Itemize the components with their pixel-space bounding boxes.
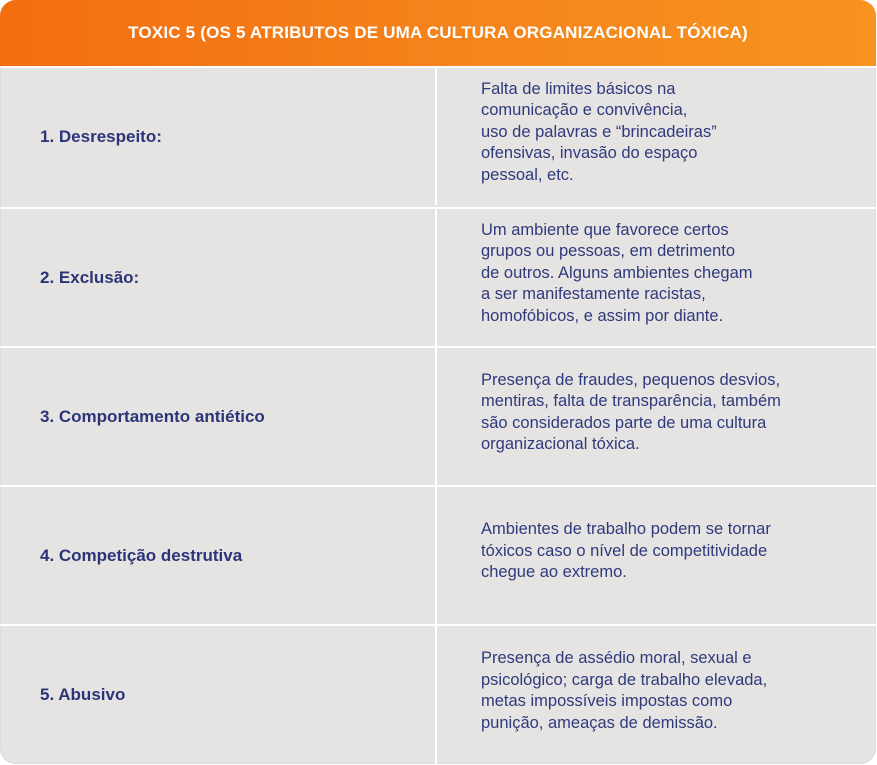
attribute-description-cell — [437, 626, 876, 764]
attribute-name-cell — [0, 626, 437, 764]
table-header — [0, 0, 876, 68]
attribute-name-cell — [0, 68, 437, 205]
table-row — [0, 348, 876, 485]
attribute-description: Presença de assédio moral, sexual e psicológico; carga de trabalho elevada, metas impossíveis impostas como punição, ameaças de demissão. — [481, 649, 768, 732]
attribute-name: 3. Comportamento antiético — [40, 406, 265, 426]
attribute-description-cell — [437, 68, 876, 205]
attribute-description: Presença de fraudes, pequenos desvios, mentiras, falta de transparência, também são considerados parte de uma cultura organizacional tóxica. — [481, 370, 781, 453]
attribute-name-cell — [0, 487, 437, 624]
attribute-description: Um ambiente que favorece certos grupos ou pessoas, em detrimento de outros. Alguns ambientes chegam a ser manifestamente racistas, homofóbicos, e assim por diante. — [481, 220, 753, 325]
table-title: TOXIC 5 (OS 5 ATRIBUTOS DE UMA CULTURA ORGANIZACIONAL TÓXICA) — [128, 23, 748, 42]
attribute-description-cell — [437, 209, 876, 346]
table-row — [0, 487, 876, 624]
attribute-description: Falta de limites básicos na comunicação e convivência, uso de palavras e “brincadeiras” ofensivas, invasão do espaço pessoal, etc. — [481, 79, 717, 184]
table-row — [0, 209, 876, 346]
attribute-description-cell — [437, 348, 876, 485]
attribute-name: 2. Exclusão: — [40, 267, 140, 287]
attribute-name: 1. Desrespeito: — [40, 126, 162, 146]
attribute-name: 5. Abusivo — [40, 685, 126, 704]
attribute-name: 4. Competição destrutiva — [40, 545, 243, 565]
attribute-description-cell — [437, 487, 876, 624]
table-row — [0, 68, 876, 205]
table-row — [0, 626, 876, 764]
attribute-description: Ambientes de trabalho podem se tornar tóxicos caso o nível de competitividade chegue ao extremo. — [481, 520, 771, 582]
attribute-name-cell — [0, 348, 437, 485]
attribute-name-cell — [0, 209, 437, 346]
